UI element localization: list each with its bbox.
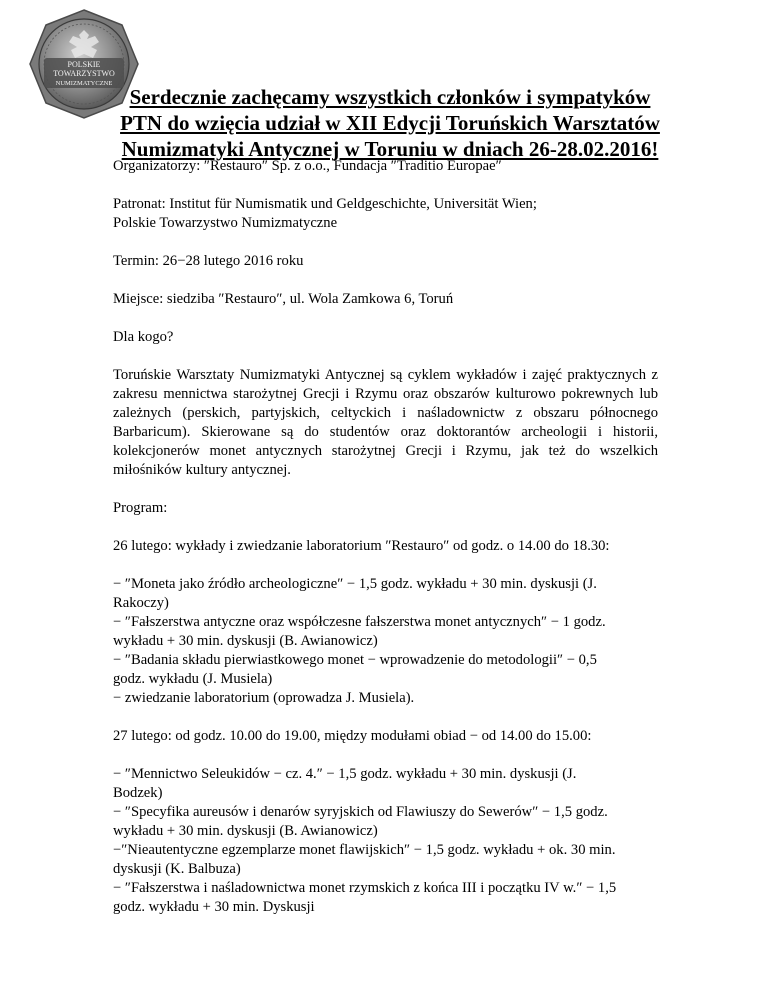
for-whom-paragraph: Toruńskie Warsztaty Numizmatyki Antycznej są cyklem wykładów i zajęć praktycznych z zakresu mennictwa starożytnej Grecji i Rzymu oraz obszarów kulturowo pokrewnych lub zależnych (perskich, partyjskich, celtyckich i naśladownictw z obszaru północnego Barbaricum). Skierowane są do studentów oraz doktorantów archeologii i historii, kolekcjonerów monet antycznych starożytnej Grecji i Rzymu, jak też do wszelkich miłośników kultury antycznej.	[113, 367, 658, 478]
svg-text:NUMIZMATYCZNE: NUMIZMATYCZNE	[55, 80, 113, 87]
program-item-line: − ″Fałszerstwa antyczne oraz współczesne fałszerstwa monet antycznych″ − 1 godz.	[113, 614, 606, 630]
svg-text:POLSKIE: POLSKIE	[67, 60, 101, 69]
organizers-text: Organizatorzy: ″Restauro″ Sp. z o.o., Fundacja ″Traditio Europae″	[113, 158, 502, 174]
program-item-line: Rakoczy)	[113, 595, 169, 611]
place-text: Miejsce: siedziba ″Restauro″, ul. Wola Zamkowa 6, Toruń	[113, 291, 454, 307]
term-text: Termin: 26−28 lutego 2016 roku	[113, 253, 304, 269]
title-line: PTN do wzięcia udział w XII Edycji Toruńskich Warsztatów	[120, 111, 660, 135]
program-item-line: − ″Mennictwo Seleukidów − cz. 4.″ − 1,5 godz. wykładu + 30 min. dyskusji (J.	[113, 766, 577, 782]
program-item-line: − ″Badania składu pierwiastkowego monet − wprowadzenie do metodologii″ − 0,5	[113, 652, 597, 668]
svg-text:TOWARZYSTWO: TOWARZYSTWO	[53, 69, 115, 78]
for-whom-heading: Dla kogo?	[113, 329, 174, 345]
program-item-line: dyskusji (K. Balbuza)	[113, 861, 241, 877]
document-body	[113, 157, 658, 917]
program-item-line: −″Nieautentyczne egzemplarze monet flawijskich″ − 1,5 godz. wykładu + ok. 30 min.	[113, 842, 616, 858]
day2-heading: 27 lutego: od godz. 10.00 do 19.00, między modułami obiad − od 14.00 do 15.00:	[113, 728, 592, 744]
patronage-line: Patronat: Institut für Numismatik und Geldgeschichte, Universität Wien;	[113, 196, 537, 212]
program-item-line: − ″Specyfika aureusów i denarów syryjskich od Flawiuszy do Sewerów″ − 1,5 godz.	[113, 804, 608, 820]
program-item-line: − ″Fałszerstwa i naśladownictwa monet rzymskich z końca III i początku IV w.″ − 1,5	[113, 880, 617, 896]
program-item-line: Bodzek)	[113, 785, 163, 801]
program-item-line: wykładu + 30 min. dyskusji (B. Awianowicz)	[113, 633, 378, 649]
program-heading: Program:	[113, 500, 168, 516]
program-item-line: − ″Moneta jako źródło archeologiczne″ − 1,5 godz. wykładu + 30 min. dyskusji (J.	[113, 576, 597, 592]
program-item-line: wykładu + 30 min. dyskusji (B. Awianowicz)	[113, 823, 378, 839]
title-line: Numizmatyki Antycznej w Toruniu w dniach 26-28.02.2016!	[121, 137, 659, 161]
patronage-line: Polskie Towarzystwo Numizmatyczne	[113, 215, 338, 231]
program-item-line: godz. wykładu + 30 min. Dyskusji	[113, 899, 315, 915]
page-title	[110, 84, 670, 162]
program-item-line: − zwiedzanie laboratorium (oprowadza J. Musiela).	[113, 690, 415, 706]
day1-heading: 26 lutego: wykłady i zwiedzanie laboratorium ″Restauro″ od godz. o 14.00 do 18.30:	[113, 538, 610, 554]
title-line: Serdecznie zachęcamy wszystkich członków i sympatyków	[129, 85, 651, 109]
program-item-line: godz. wykładu (J. Musiela)	[113, 671, 273, 687]
